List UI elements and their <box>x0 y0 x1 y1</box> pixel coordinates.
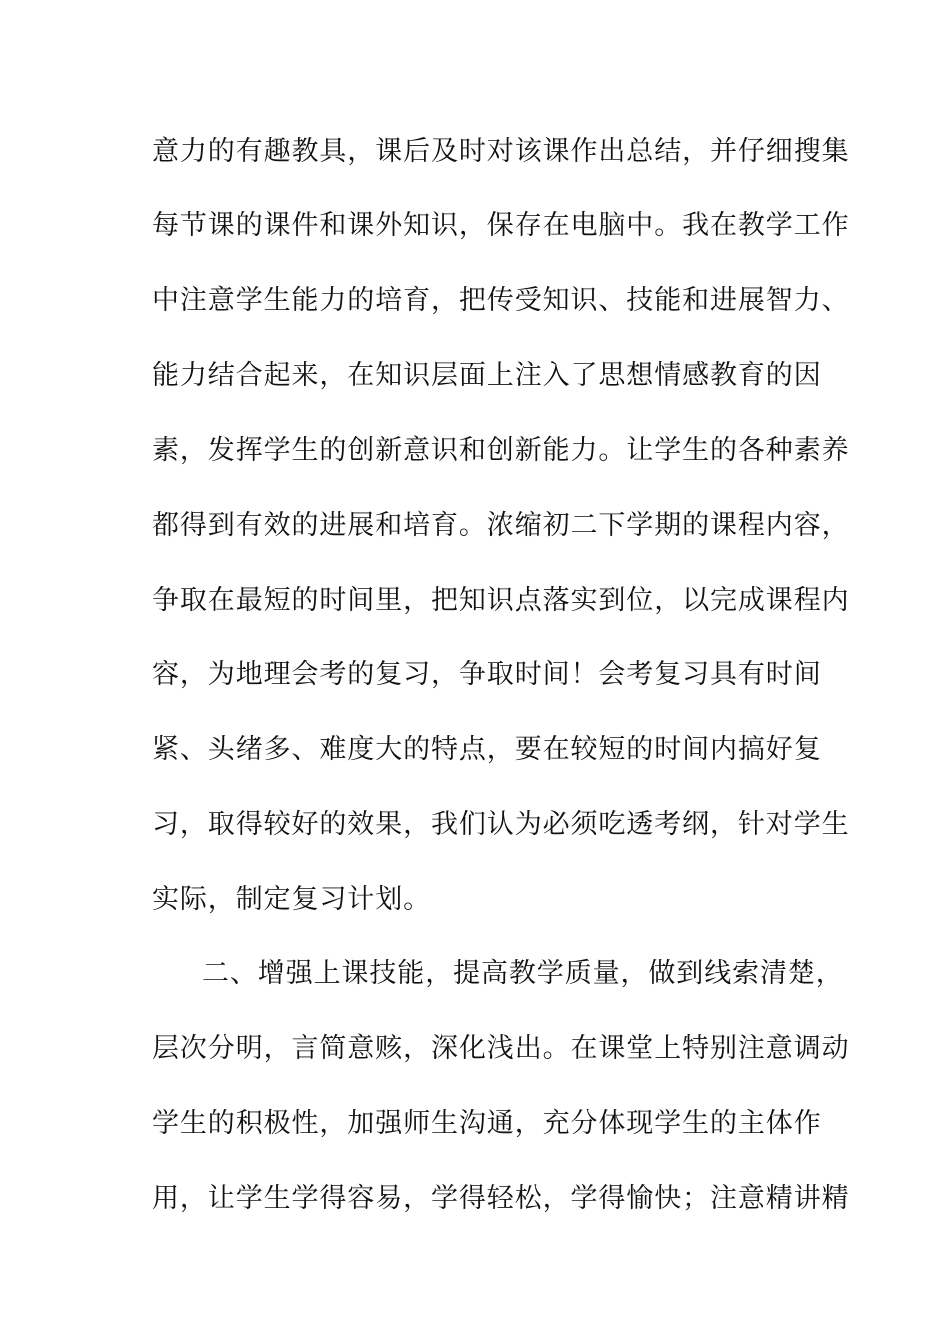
text-line: 素，发挥学生的创新意识和创新能力。让学生的各种素养 <box>152 435 850 466</box>
text-line: 每节课的课件和课外知识，保存在电脑中。我在教学工作 <box>152 210 850 241</box>
text-line: 容，为地理会考的复习，争取时间！会考复习具有时间 <box>152 659 822 690</box>
text-line: 中注意学生能力的培育，把传受知识、技能和进展智力、 <box>152 285 850 316</box>
text-line: 学生的积极性，加强师生沟通，充分体现学生的主体作 <box>152 1108 822 1139</box>
text-line: 争取在最短的时间里，把知识点落实到位，以完成课程内 <box>152 585 850 616</box>
text-line: 实际，制定复习计划。 <box>152 884 431 915</box>
text-line: 都得到有效的进展和培育。浓缩初二下学期的课程内容， <box>152 510 850 541</box>
text-line: 意力的有趣教具，课后及时对该课作出总结，并仔细搜集 <box>152 136 850 167</box>
text-line: 习，取得较好的效果，我们认为必须吃透考纲，针对学生 <box>152 809 850 840</box>
text-line: 紧、头绪多、难度大的特点，要在较短的时间内搞好复 <box>152 734 822 765</box>
text-line: 用，让学生学得容易，学得轻松，学得愉快；注意精讲精 <box>152 1183 850 1214</box>
text-line: 层次分明，言简意赅，深化浅出。在课堂上特别注意调动 <box>152 1033 850 1064</box>
paragraph-first-line: 二、增强上课技能，提高教学质量，做到线索清楚， <box>202 958 844 989</box>
text-line: 能力结合起来，在知识层面上注入了思想情感教育的因 <box>152 360 822 391</box>
